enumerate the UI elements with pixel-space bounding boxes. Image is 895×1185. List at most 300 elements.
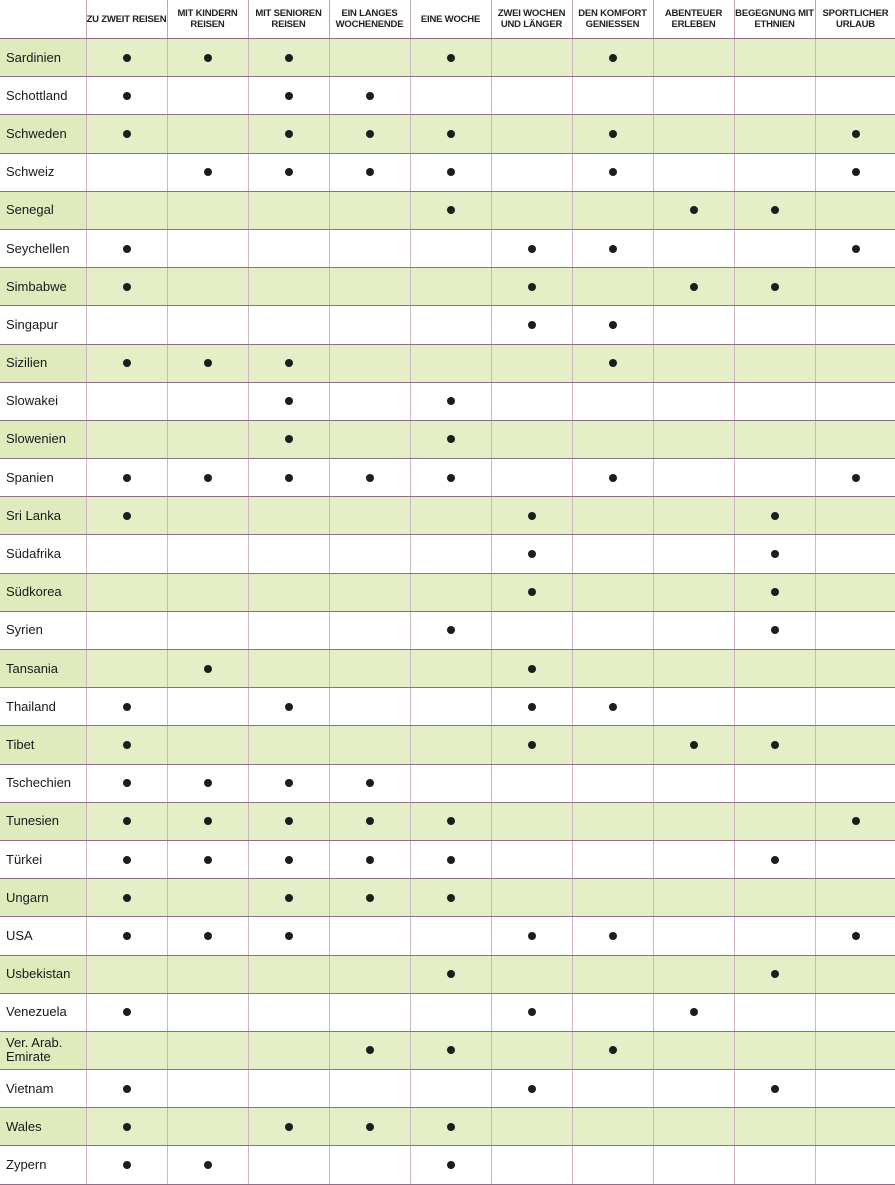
bullet-mark-icon bbox=[771, 283, 779, 291]
mark-cell bbox=[572, 917, 653, 955]
bullet-mark-icon bbox=[123, 92, 131, 100]
bullet-mark-icon bbox=[123, 1008, 131, 1016]
mark-cell bbox=[329, 1031, 410, 1069]
mark-cell bbox=[410, 115, 491, 153]
bullet-mark-icon bbox=[204, 168, 212, 176]
mark-cell bbox=[248, 306, 329, 344]
mark-cell bbox=[167, 306, 248, 344]
mark-cell bbox=[329, 688, 410, 726]
mark-cell bbox=[653, 955, 734, 993]
bullet-mark-icon bbox=[447, 168, 455, 176]
bullet-mark-icon bbox=[447, 435, 455, 443]
mark-cell bbox=[248, 344, 329, 382]
mark-cell bbox=[653, 1108, 734, 1146]
mark-cell bbox=[734, 840, 815, 878]
bullet-mark-icon bbox=[366, 817, 374, 825]
mark-cell bbox=[491, 1070, 572, 1108]
table-row bbox=[0, 153, 895, 191]
mark-cell bbox=[491, 535, 572, 573]
column-header: ZWEI WOCHEN UND LÄNGER bbox=[491, 0, 572, 39]
mark-cell bbox=[167, 229, 248, 267]
bullet-mark-icon bbox=[609, 245, 617, 253]
bullet-mark-icon bbox=[366, 1046, 374, 1054]
mark-cell bbox=[167, 115, 248, 153]
mark-cell bbox=[653, 1146, 734, 1184]
table-row bbox=[0, 764, 895, 802]
table-row bbox=[0, 229, 895, 267]
country-cell: Ungarn bbox=[0, 879, 86, 917]
bullet-mark-icon bbox=[447, 894, 455, 902]
mark-cell bbox=[86, 726, 167, 764]
bullet-mark-icon bbox=[123, 894, 131, 902]
bullet-mark-icon bbox=[447, 970, 455, 978]
mark-cell bbox=[734, 764, 815, 802]
mark-cell bbox=[86, 802, 167, 840]
mark-cell bbox=[329, 955, 410, 993]
mark-cell bbox=[572, 77, 653, 115]
mark-cell bbox=[653, 879, 734, 917]
bullet-mark-icon bbox=[285, 435, 293, 443]
bullet-mark-icon bbox=[771, 512, 779, 520]
mark-cell bbox=[815, 955, 895, 993]
mark-cell bbox=[653, 840, 734, 878]
mark-cell bbox=[410, 1146, 491, 1184]
mark-cell bbox=[815, 1108, 895, 1146]
mark-cell bbox=[329, 1070, 410, 1108]
mark-cell bbox=[86, 77, 167, 115]
bullet-mark-icon bbox=[528, 665, 536, 673]
mark-cell bbox=[86, 191, 167, 229]
bullet-mark-icon bbox=[852, 474, 860, 482]
bullet-mark-icon bbox=[528, 512, 536, 520]
bullet-mark-icon bbox=[609, 54, 617, 62]
mark-cell bbox=[86, 917, 167, 955]
mark-cell bbox=[572, 229, 653, 267]
mark-cell bbox=[86, 497, 167, 535]
mark-cell bbox=[572, 879, 653, 917]
bullet-mark-icon bbox=[528, 932, 536, 940]
bullet-mark-icon bbox=[609, 321, 617, 329]
mark-cell bbox=[734, 420, 815, 458]
bullet-mark-icon bbox=[447, 1123, 455, 1131]
country-cell: Thailand bbox=[0, 688, 86, 726]
mark-cell bbox=[86, 535, 167, 573]
mark-cell bbox=[86, 764, 167, 802]
column-header: ZU ZWEIT REISEN bbox=[86, 0, 167, 39]
mark-cell bbox=[248, 993, 329, 1031]
bullet-mark-icon bbox=[366, 130, 374, 138]
mark-cell bbox=[572, 420, 653, 458]
table-row bbox=[0, 191, 895, 229]
mark-cell bbox=[167, 77, 248, 115]
mark-cell bbox=[248, 764, 329, 802]
bullet-mark-icon bbox=[690, 1008, 698, 1016]
bullet-mark-icon bbox=[204, 779, 212, 787]
mark-cell bbox=[653, 802, 734, 840]
mark-cell bbox=[815, 77, 895, 115]
mark-cell bbox=[734, 1031, 815, 1069]
mark-cell bbox=[734, 611, 815, 649]
country-cell: Südkorea bbox=[0, 573, 86, 611]
bullet-mark-icon bbox=[285, 54, 293, 62]
country-cell: Türkei bbox=[0, 840, 86, 878]
mark-cell bbox=[653, 153, 734, 191]
mark-cell bbox=[572, 993, 653, 1031]
column-header: MIT SENIOREN REISEN bbox=[248, 0, 329, 39]
bullet-mark-icon bbox=[528, 550, 536, 558]
mark-cell bbox=[815, 229, 895, 267]
bullet-mark-icon bbox=[771, 550, 779, 558]
mark-cell bbox=[167, 420, 248, 458]
mark-cell bbox=[329, 497, 410, 535]
mark-cell bbox=[734, 535, 815, 573]
column-header: SPORTLICHER URLAUB bbox=[815, 0, 895, 39]
mark-cell bbox=[86, 268, 167, 306]
country-cell: Senegal bbox=[0, 191, 86, 229]
mark-cell bbox=[167, 497, 248, 535]
mark-cell bbox=[86, 879, 167, 917]
bullet-mark-icon bbox=[285, 397, 293, 405]
bullet-mark-icon bbox=[123, 856, 131, 864]
table-row bbox=[0, 993, 895, 1031]
bullet-mark-icon bbox=[285, 1123, 293, 1131]
country-cell: Venezuela bbox=[0, 993, 86, 1031]
mark-cell bbox=[329, 993, 410, 1031]
mark-cell bbox=[491, 993, 572, 1031]
bullet-mark-icon bbox=[285, 894, 293, 902]
mark-cell bbox=[572, 497, 653, 535]
table-row bbox=[0, 840, 895, 878]
table-row bbox=[0, 917, 895, 955]
country-cell: Südafrika bbox=[0, 535, 86, 573]
mark-cell bbox=[329, 39, 410, 77]
bullet-mark-icon bbox=[528, 588, 536, 596]
bullet-mark-icon bbox=[528, 1085, 536, 1093]
mark-cell bbox=[410, 459, 491, 497]
mark-cell bbox=[815, 535, 895, 573]
mark-cell bbox=[815, 268, 895, 306]
mark-cell bbox=[815, 344, 895, 382]
mark-cell bbox=[815, 1070, 895, 1108]
bullet-mark-icon bbox=[285, 856, 293, 864]
mark-cell bbox=[491, 573, 572, 611]
mark-cell bbox=[329, 229, 410, 267]
bullet-mark-icon bbox=[528, 741, 536, 749]
mark-cell bbox=[86, 153, 167, 191]
mark-cell bbox=[734, 1070, 815, 1108]
bullet-mark-icon bbox=[204, 817, 212, 825]
table-row bbox=[0, 1031, 895, 1069]
table-row bbox=[0, 611, 895, 649]
mark-cell bbox=[167, 611, 248, 649]
mark-cell bbox=[815, 459, 895, 497]
bullet-mark-icon bbox=[690, 283, 698, 291]
bullet-mark-icon bbox=[285, 168, 293, 176]
mark-cell bbox=[86, 420, 167, 458]
mark-cell bbox=[734, 879, 815, 917]
mark-cell bbox=[734, 229, 815, 267]
mark-cell bbox=[248, 191, 329, 229]
mark-cell bbox=[734, 39, 815, 77]
mark-cell bbox=[410, 688, 491, 726]
mark-cell bbox=[167, 917, 248, 955]
mark-cell bbox=[410, 650, 491, 688]
mark-cell bbox=[86, 1146, 167, 1184]
mark-cell bbox=[248, 955, 329, 993]
bullet-mark-icon bbox=[852, 817, 860, 825]
mark-cell bbox=[86, 1108, 167, 1146]
country-cell: Sizilien bbox=[0, 344, 86, 382]
mark-cell bbox=[815, 191, 895, 229]
mark-cell bbox=[329, 611, 410, 649]
bullet-mark-icon bbox=[204, 474, 212, 482]
mark-cell bbox=[248, 802, 329, 840]
mark-cell bbox=[86, 1070, 167, 1108]
mark-cell bbox=[815, 1146, 895, 1184]
bullet-mark-icon bbox=[771, 856, 779, 864]
mark-cell bbox=[491, 955, 572, 993]
mark-cell bbox=[491, 382, 572, 420]
mark-cell bbox=[491, 802, 572, 840]
mark-cell bbox=[167, 688, 248, 726]
bullet-mark-icon bbox=[285, 703, 293, 711]
mark-cell bbox=[410, 77, 491, 115]
mark-cell bbox=[653, 1070, 734, 1108]
mark-cell bbox=[329, 306, 410, 344]
mark-cell bbox=[491, 306, 572, 344]
country-cell: Seychellen bbox=[0, 229, 86, 267]
bullet-mark-icon bbox=[123, 741, 131, 749]
mark-cell bbox=[167, 650, 248, 688]
bullet-mark-icon bbox=[528, 321, 536, 329]
bullet-mark-icon bbox=[285, 817, 293, 825]
bullet-mark-icon bbox=[366, 474, 374, 482]
country-cell: Tibet bbox=[0, 726, 86, 764]
bullet-mark-icon bbox=[771, 970, 779, 978]
mark-cell bbox=[491, 1146, 572, 1184]
bullet-mark-icon bbox=[123, 779, 131, 787]
mark-cell bbox=[410, 1070, 491, 1108]
mark-cell bbox=[248, 1031, 329, 1069]
mark-cell bbox=[815, 650, 895, 688]
bullet-mark-icon bbox=[123, 932, 131, 940]
bullet-mark-icon bbox=[447, 206, 455, 214]
mark-cell bbox=[572, 764, 653, 802]
bullet-mark-icon bbox=[204, 856, 212, 864]
bullet-mark-icon bbox=[852, 245, 860, 253]
mark-cell bbox=[248, 459, 329, 497]
mark-cell bbox=[167, 726, 248, 764]
mark-cell bbox=[329, 420, 410, 458]
mark-cell bbox=[572, 955, 653, 993]
country-cell: Wales bbox=[0, 1108, 86, 1146]
table-row bbox=[0, 344, 895, 382]
bullet-mark-icon bbox=[447, 397, 455, 405]
country-cell: Simbabwe bbox=[0, 268, 86, 306]
bullet-mark-icon bbox=[852, 168, 860, 176]
bullet-mark-icon bbox=[123, 130, 131, 138]
country-cell: Ver. Arab. Emirate bbox=[0, 1031, 86, 1069]
mark-cell bbox=[329, 573, 410, 611]
header-corner bbox=[0, 0, 86, 39]
country-cell: Zypern bbox=[0, 1146, 86, 1184]
mark-cell bbox=[572, 39, 653, 77]
mark-cell bbox=[167, 459, 248, 497]
mark-cell bbox=[248, 153, 329, 191]
country-cell: Usbekistan bbox=[0, 955, 86, 993]
mark-cell bbox=[86, 459, 167, 497]
bullet-mark-icon bbox=[123, 703, 131, 711]
mark-cell bbox=[572, 153, 653, 191]
mark-cell bbox=[167, 535, 248, 573]
mark-cell bbox=[815, 764, 895, 802]
mark-cell bbox=[86, 840, 167, 878]
mark-cell bbox=[491, 726, 572, 764]
mark-cell bbox=[734, 573, 815, 611]
mark-cell bbox=[86, 993, 167, 1031]
mark-cell bbox=[572, 382, 653, 420]
mark-cell bbox=[248, 1146, 329, 1184]
mark-cell bbox=[572, 115, 653, 153]
mark-cell bbox=[653, 688, 734, 726]
mark-cell bbox=[815, 153, 895, 191]
mark-cell bbox=[653, 420, 734, 458]
mark-cell bbox=[815, 993, 895, 1031]
mark-cell bbox=[653, 764, 734, 802]
mark-cell bbox=[167, 955, 248, 993]
table-row bbox=[0, 268, 895, 306]
mark-cell bbox=[572, 306, 653, 344]
mark-cell bbox=[653, 535, 734, 573]
table-row bbox=[0, 306, 895, 344]
mark-cell bbox=[734, 650, 815, 688]
mark-cell bbox=[572, 1146, 653, 1184]
mark-cell bbox=[167, 1146, 248, 1184]
mark-cell bbox=[248, 535, 329, 573]
bullet-mark-icon bbox=[204, 54, 212, 62]
mark-cell bbox=[653, 306, 734, 344]
mark-cell bbox=[734, 726, 815, 764]
mark-cell bbox=[410, 229, 491, 267]
mark-cell bbox=[329, 840, 410, 878]
table-row bbox=[0, 382, 895, 420]
mark-cell bbox=[491, 191, 572, 229]
mark-cell bbox=[248, 1070, 329, 1108]
mark-cell bbox=[653, 726, 734, 764]
mark-cell bbox=[734, 917, 815, 955]
mark-cell bbox=[815, 573, 895, 611]
mark-cell bbox=[572, 1108, 653, 1146]
mark-cell bbox=[248, 688, 329, 726]
mark-cell bbox=[734, 77, 815, 115]
mark-cell bbox=[572, 611, 653, 649]
mark-cell bbox=[815, 1031, 895, 1069]
mark-cell bbox=[815, 497, 895, 535]
mark-cell bbox=[86, 688, 167, 726]
bullet-mark-icon bbox=[771, 741, 779, 749]
table-row bbox=[0, 955, 895, 993]
country-cell: Singapur bbox=[0, 306, 86, 344]
bullet-mark-icon bbox=[771, 1085, 779, 1093]
mark-cell bbox=[410, 611, 491, 649]
mark-cell bbox=[491, 229, 572, 267]
country-cell: Tschechien bbox=[0, 764, 86, 802]
bullet-mark-icon bbox=[771, 588, 779, 596]
mark-cell bbox=[410, 1108, 491, 1146]
mark-cell bbox=[653, 268, 734, 306]
bullet-mark-icon bbox=[123, 1123, 131, 1131]
column-header: DEN KOMFORT GENIESSEN bbox=[572, 0, 653, 39]
bullet-mark-icon bbox=[447, 856, 455, 864]
mark-cell bbox=[167, 268, 248, 306]
mark-cell bbox=[572, 573, 653, 611]
mark-cell bbox=[167, 573, 248, 611]
column-header: EINE WOCHE bbox=[410, 0, 491, 39]
mark-cell bbox=[167, 39, 248, 77]
mark-cell bbox=[248, 650, 329, 688]
mark-cell bbox=[329, 382, 410, 420]
country-cell: Tunesien bbox=[0, 802, 86, 840]
mark-cell bbox=[734, 115, 815, 153]
mark-cell bbox=[491, 77, 572, 115]
mark-cell bbox=[815, 611, 895, 649]
mark-cell bbox=[410, 726, 491, 764]
mark-cell bbox=[815, 802, 895, 840]
table-row bbox=[0, 802, 895, 840]
bullet-mark-icon bbox=[528, 283, 536, 291]
bullet-mark-icon bbox=[204, 932, 212, 940]
mark-cell bbox=[410, 1031, 491, 1069]
country-cell: Slowenien bbox=[0, 420, 86, 458]
mark-cell bbox=[167, 1031, 248, 1069]
bullet-mark-icon bbox=[447, 1046, 455, 1054]
mark-cell bbox=[491, 115, 572, 153]
mark-cell bbox=[734, 268, 815, 306]
mark-cell bbox=[734, 153, 815, 191]
mark-cell bbox=[86, 382, 167, 420]
mark-cell bbox=[653, 497, 734, 535]
country-cell: Sardinien bbox=[0, 39, 86, 77]
mark-cell bbox=[653, 115, 734, 153]
bullet-mark-icon bbox=[528, 1008, 536, 1016]
mark-cell bbox=[248, 39, 329, 77]
table-row bbox=[0, 497, 895, 535]
mark-cell bbox=[329, 77, 410, 115]
country-cell: Schweiz bbox=[0, 153, 86, 191]
mark-cell bbox=[329, 650, 410, 688]
mark-cell bbox=[653, 229, 734, 267]
bullet-mark-icon bbox=[123, 512, 131, 520]
mark-cell bbox=[248, 726, 329, 764]
mark-cell bbox=[329, 191, 410, 229]
bullet-mark-icon bbox=[204, 1161, 212, 1169]
mark-cell bbox=[815, 917, 895, 955]
mark-cell bbox=[86, 1031, 167, 1069]
bullet-mark-icon bbox=[285, 359, 293, 367]
bullet-mark-icon bbox=[528, 703, 536, 711]
bullet-mark-icon bbox=[447, 626, 455, 634]
mark-cell bbox=[248, 1108, 329, 1146]
mark-cell bbox=[86, 650, 167, 688]
mark-cell bbox=[653, 917, 734, 955]
bullet-mark-icon bbox=[447, 474, 455, 482]
mark-cell bbox=[248, 420, 329, 458]
bullet-mark-icon bbox=[366, 894, 374, 902]
mark-cell bbox=[734, 497, 815, 535]
mark-cell bbox=[653, 650, 734, 688]
mark-cell bbox=[167, 993, 248, 1031]
mark-cell bbox=[248, 382, 329, 420]
